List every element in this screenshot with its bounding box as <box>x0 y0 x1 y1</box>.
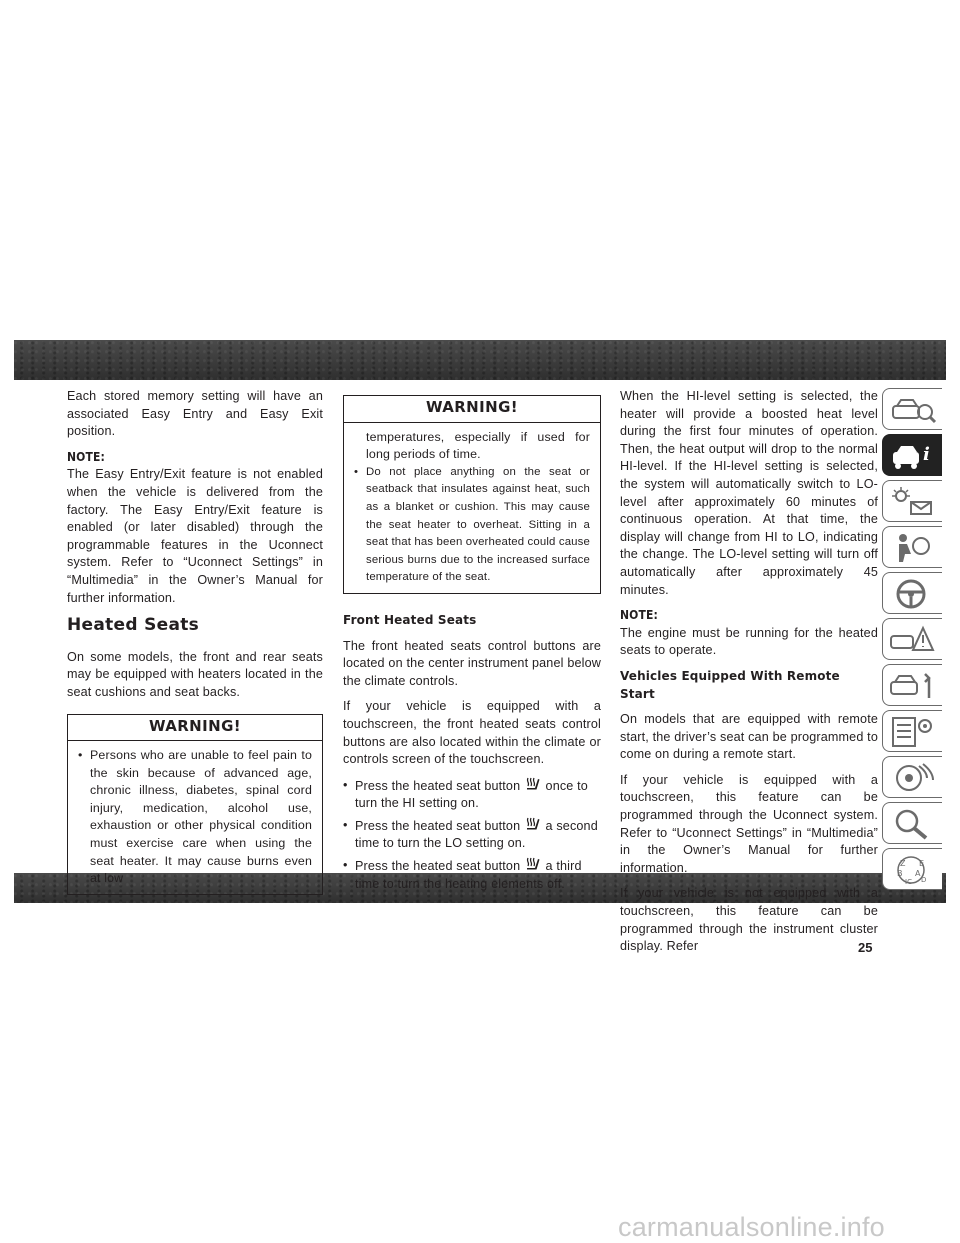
heated-seat-steps <box>343 777 601 894</box>
column-1 <box>67 388 323 895</box>
tab-multimedia[interactable] <box>882 756 942 798</box>
tab-starting-operating[interactable] <box>882 572 942 614</box>
tab-technical-specifications[interactable] <box>882 710 942 752</box>
list-item: • Press the heated seat button a third time to turn the heating elements off. <box>343 857 601 893</box>
heated-seats-heading: Heated Seats <box>67 615 200 636</box>
svg-text:IC: IC <box>905 878 912 886</box>
warning-title: WARNING! <box>68 715 322 742</box>
front-heated-seats-heading: Front Heated Seats <box>343 612 477 627</box>
heated-seat-icon <box>526 857 540 873</box>
tab-getting-to-know-vehicle[interactable] <box>882 388 942 430</box>
tab-instrument-panel[interactable] <box>882 480 942 522</box>
svg-text:A: A <box>915 869 921 878</box>
svg-text:i: i <box>923 444 930 465</box>
car-search-icon <box>889 394 937 426</box>
specifications-icon <box>889 716 937 748</box>
remote-start-heading: Vehicles Equipped With Remote Start <box>620 668 840 701</box>
note-label: NOTE: <box>67 449 106 464</box>
tab-in-case-of-emergency[interactable] <box>882 618 942 660</box>
magnifier-index-icon <box>889 808 937 840</box>
note-text: The Easy Entry/Exit feature is not enabled when the vehicle is delivered from the factory. The Easy Entry/Exit feature is enabled (or later disabled) through the programmable features in the Uconnect system. Refer to “Uconnect Settings” in “Multimedia” in the Owner’s Manual for further information. <box>67 467 323 605</box>
warning-box-continued <box>343 395 601 594</box>
note-text: The engine must be running for the heated seats to operate. <box>620 625 878 658</box>
heated-seat-icon <box>526 817 540 833</box>
top-texture-band <box>14 340 946 380</box>
list-item: • Press the heated seat button once to turn the HI setting on. <box>343 777 601 813</box>
steering-wheel-icon <box>889 578 937 610</box>
svg-text:Z: Z <box>900 859 906 868</box>
heated-seat-icon <box>526 777 540 793</box>
column-3 <box>620 388 878 964</box>
warning-body <box>344 423 600 593</box>
front-heated-para-2: If your vehicle is equipped with a touchscreen, the front heated seats control buttons are also located within the climate or controls screen of the touchscreen. <box>343 699 601 767</box>
warning-lights-icon <box>889 486 937 518</box>
svg-text:D: D <box>921 876 927 884</box>
language-index-icon <box>889 854 937 886</box>
list-item: • Press the heated seat button a second time to turn the LO setting on. <box>343 817 601 853</box>
car-info-icon <box>889 440 937 472</box>
remote-start-para-1: On models that are equipped with remote start, the driver’s seat can be programmed to come on during a remote start. <box>620 712 878 762</box>
watermark: carmanualsonline.info <box>618 1212 885 1242</box>
warning-title: WARNING! <box>344 396 600 423</box>
tab-language[interactable] <box>882 848 942 890</box>
roadside-warning-icon <box>889 624 937 656</box>
heated-seats-intro: On some models, the front and rear seats may be equipped with heaters located in the seat cushions and seat backs. <box>67 649 323 699</box>
chapter-tabs <box>882 388 946 894</box>
tab-index[interactable] <box>882 802 942 844</box>
column-2 <box>343 395 601 899</box>
tab-safety[interactable] <box>882 526 942 568</box>
warning-continued-text: temperatures, especially if used for long periods of time. <box>366 429 590 462</box>
multimedia-icon <box>889 762 937 794</box>
remote-start-para-2: If your vehicle is equipped with a touchscreen, this feature can be programmed through the Uconnect system. Refer to “Uconnect Settings” in “Multimedia” in the Owner’s Manual for further information. <box>620 772 878 875</box>
page-number: 25 <box>858 940 873 955</box>
warning-box <box>67 714 323 895</box>
remote-start-para-3: If your vehicle is not equipped with a touchscreen, this feature can be programmed through the instrument cluster display. Refer <box>620 886 878 954</box>
airbag-passenger-icon <box>889 532 937 564</box>
svg-text:B: B <box>897 869 903 878</box>
warning-body <box>68 741 322 894</box>
tab-servicing-maintenance[interactable] <box>882 664 942 706</box>
warning-bullet: • Persons who are unable to feel pain to the skin because of advanced age, chronic illness, diabetes, spinal cord injury, medication, alcohol use, exhaustion or other physical condition must exercise care when using the seat heater. It may cause burns even at low <box>78 747 312 888</box>
svg-text:E: E <box>919 859 925 868</box>
warning-bullet: • Do not place anything on the seat or seatback that insulates against heat, such as a blanket or cushion. This may cause the seat heater to overheat. Sitting in a seat that has been overheated could cause serious burns due to the increased surface temperature of the seat. <box>354 464 590 587</box>
front-heated-para-1: The front heated seats control buttons are located on the center instrument panel below the climate controls. <box>343 638 601 688</box>
car-service-icon <box>889 670 937 702</box>
tab-getting-to-know-features[interactable] <box>882 434 942 476</box>
hi-level-paragraph: When the HI-level setting is selected, the heater will provide a boosted heat level during the first four minutes of operation. Then, the heat output will drop to the normal HI-level. If the HI-level setting is selected, the system will automatically switch to LO-level after approximately 60 minutes of continuous operation. At that time, the display will change from HI to LO, indicating the change. The LO-level setting will turn off automatically after approximately 45 minutes. <box>620 389 878 597</box>
memory-setting-paragraph: Each stored memory setting will have an associated Easy Entry and Easy Exit position. <box>67 389 323 439</box>
note-label: NOTE: <box>620 608 659 623</box>
